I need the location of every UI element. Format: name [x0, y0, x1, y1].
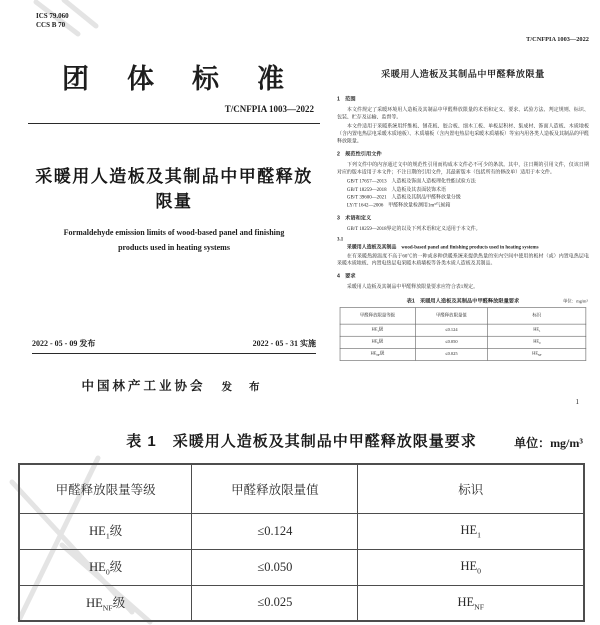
publish-label: 发 布 [221, 381, 267, 393]
limit-cell: ≤0.050 [415, 336, 487, 348]
table1-caption-row [337, 297, 589, 305]
section-3-heading: 3 术语和定义 [337, 214, 372, 221]
table-row [340, 348, 586, 360]
section-2-paragraph: 下列文件中的内容通过文中的规范性引用而构成本文件必不可少的条款。其中，注日期的引用文件，仅该日期对应的版本适用于本文件；不注日期的引用文件，其最新版本（包括所有的修改单）适用于本文件。 [337, 161, 589, 175]
section-1-paragraph: 本文件适用于采暖系统用纤维板、刨花板、胶合板、细木工板、单板层积材、集成材、饰面人造板、木质地板（含内置电热层电采暖木质地板）、木质墙板（含内置电热层电采暖木质墙板）等室内用各类人造板及其制品的甲醛释放限量。 [337, 123, 589, 144]
table-row [340, 324, 586, 336]
column-header-mark: 标识 [358, 464, 584, 513]
term-definition-title: 采暖用人造板及其制品 wood-based panel and finishing products used in heating systems [346, 244, 539, 250]
standard-title-en-line2: products used in heating systems [118, 243, 230, 253]
section-1-paragraph: 本文件规定了采暖环境用人造板及其制品中甲醛释放限量的术语和定义、要求、试验方法、判定规则、标识、包装、贮存及运输、监督等。 [337, 106, 589, 120]
table1-caption: 表1 采暖用人造板及其制品中甲醛释放限量要求 [406, 297, 520, 304]
bottom-table-unit: 单位：mg/m³ [514, 436, 583, 450]
standard-number: T/CNFPIA 1003—2022 [224, 103, 314, 114]
table1-large [18, 463, 585, 622]
clause-number: 3.1 [337, 235, 344, 242]
page-number: 1 [575, 398, 579, 406]
standard-title-cn: 采暖用人造板及其制品中甲醛释放限量 [35, 166, 313, 211]
table-row [19, 513, 584, 549]
page-body [337, 96, 589, 361]
cover-divider [28, 123, 320, 124]
grade-cell: $HE_{NF}$级 [19, 585, 192, 621]
section-3-intro: GB/T 18259—2018界定的以及下列术语和定义适用于本文件。 [346, 225, 481, 232]
table-row [340, 336, 586, 348]
column-header-limit: 甲醛释放限量值 [415, 307, 487, 324]
limit-cell: ≤0.124 [415, 324, 487, 336]
limit-cell: ≤0.025 [192, 585, 358, 621]
section-4-heading: 4 要求 [337, 273, 356, 280]
implementation-date: 2022 - 05 - 31 实施 [252, 339, 316, 348]
grade-cell: $HE_1$级 [340, 324, 415, 336]
grade-cell: $HE_0$级 [19, 549, 192, 585]
normative-references [337, 178, 589, 209]
mark-cell: $HE_1$ [488, 324, 587, 336]
mark-cell: $HE_0$ [358, 549, 584, 585]
bottom-table-caption-row [18, 430, 585, 458]
publisher-line [28, 376, 320, 394]
table-header-row [19, 464, 584, 513]
term-definition-body: 在有采暖热源温度不高于60℃的一种或多种供暖系统来提供热量的室内空间中使用的板材（或）内置电热层电采暖木质地板、内置电热层电采暖木质墙板等各类木质人造板及其制品。 [337, 252, 589, 266]
mark-cell: $HE_{NF}$ [488, 348, 587, 360]
bottom-table-caption: 表 1 采暖用人造板及其制品中甲醛释放限量要求 [126, 433, 477, 450]
ccs-code: CCS B 70 [36, 21, 66, 30]
reference-item: GB/T 18259—2018 人造板及其表面装饰术语 [346, 186, 446, 192]
publisher: 中国林产工业协会 [81, 379, 206, 393]
page-header-number: T/CNFPIA 1003—2022 [526, 36, 589, 43]
cover-dates [32, 338, 316, 349]
table-header-row [340, 307, 586, 324]
grade-cell: $HE_0$级 [340, 336, 415, 348]
grade-cell: $HE_1$级 [19, 513, 192, 549]
cover-page [28, 12, 320, 408]
enlarged-table-section [18, 430, 585, 622]
classification-codes [28, 12, 320, 31]
grade-cell: $HE_{NF}$级 [340, 348, 415, 360]
standard-title-en-line1: Formaldehyde emission limits of wood-based panel and finishing [63, 227, 285, 237]
ics-code: ICS 79.060 [36, 12, 69, 20]
standard-type-title: 团体标准 [62, 63, 322, 94]
reference-item: GB/T 17657—2013 人造板及饰面人造板理化性能试验方法 [346, 178, 476, 184]
reference-item: GB/T 39600—2021 人造板及其制品甲醛释放量分级 [346, 194, 461, 200]
column-header-mark: 标识 [488, 307, 587, 324]
table-row [19, 549, 584, 585]
issue-date: 2022 - 05 - 09 发布 [32, 339, 96, 348]
section-1-heading: 1 范围 [337, 96, 356, 103]
table1-unit: 单位：mg/m³ [563, 298, 588, 304]
limit-cell: ≤0.025 [415, 348, 487, 360]
mark-cell: $HE_1$ [358, 513, 584, 549]
cover-bottom-divider [32, 353, 316, 354]
content-page [337, 12, 589, 408]
reference-item: LY/T 1642—2006 甲醛释放量检测用1m³气候箱 [346, 202, 451, 208]
mark-cell: $HE_{NF}$ [358, 585, 584, 621]
section-4-paragraph: 采暖用人造板及其制品中甲醛释放限量要求应符合表1规定。 [346, 283, 479, 290]
limit-cell: ≤0.124 [192, 513, 358, 549]
table-row [19, 585, 584, 621]
standard-title-en [28, 225, 320, 255]
column-header-grade: 甲醛释放限量等级 [19, 464, 192, 513]
column-header-grade: 甲醛释放限量等级 [340, 307, 415, 324]
limit-cell: ≤0.050 [192, 549, 358, 585]
column-header-limit: 甲醛释放限量值 [192, 464, 358, 513]
page-title: 采暖用人造板及其制品中甲醛释放限量 [381, 69, 545, 80]
mark-cell: $HE_0$ [488, 336, 587, 348]
section-2-heading: 2 规范性引用文件 [337, 151, 382, 158]
table1-small [340, 307, 587, 360]
